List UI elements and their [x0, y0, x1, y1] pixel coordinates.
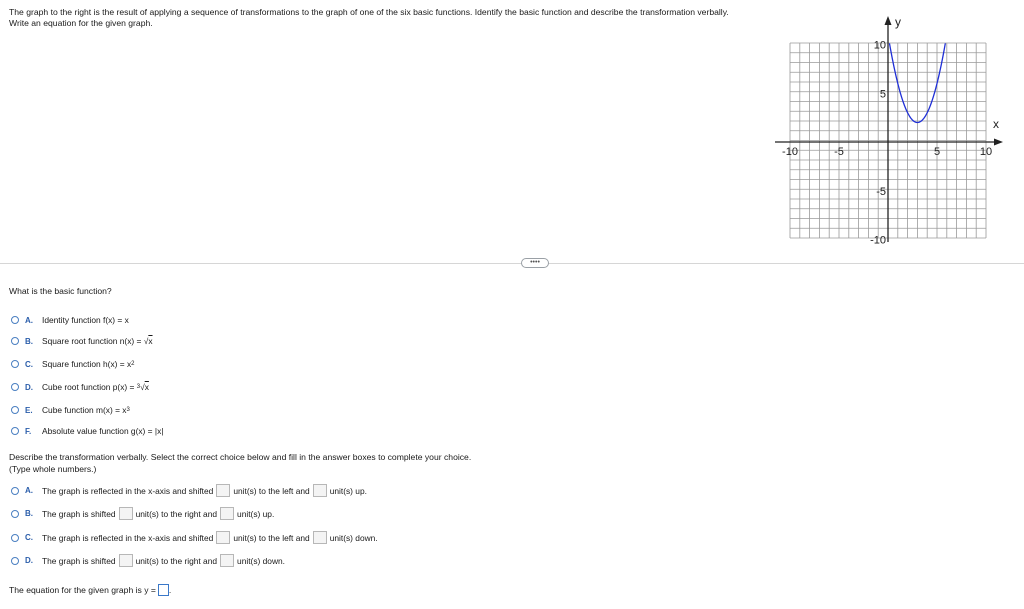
y-tick-label: 10	[873, 39, 886, 52]
radio-button[interactable]	[11, 383, 19, 391]
transform-option-a[interactable]: A. The graph is reflected in the x-axis and shifted unit(s) to the left and unit(s) up.	[11, 484, 367, 497]
x-tick-label: 5	[933, 146, 941, 158]
radio-button[interactable]	[11, 337, 19, 345]
function-graph	[775, 14, 1005, 248]
radio-button[interactable]	[11, 406, 19, 414]
radio-button[interactable]	[11, 427, 19, 435]
graph-svg	[775, 14, 1005, 246]
x-axis-label: x	[993, 117, 999, 131]
radio-button[interactable]	[11, 557, 19, 565]
answer-box-right-units[interactable]	[119, 507, 133, 520]
answer-box-down-units[interactable]	[313, 531, 327, 544]
y-tick-label: -10	[870, 234, 886, 246]
option-b-square-root[interactable]: B. Square root function n(x) = √ x	[11, 336, 153, 346]
answer-box-down-units[interactable]	[220, 554, 234, 567]
option-a-identity[interactable]: A. Identity function f(x) = x	[11, 315, 129, 325]
answer-box-left-units[interactable]	[216, 484, 230, 497]
radio-button[interactable]	[11, 316, 19, 324]
y-tick-label: 5	[879, 88, 886, 101]
graph-tick-labels	[782, 40, 992, 247]
option-d-cube-root[interactable]: D. Cube root function p(x) = 3 √ x	[11, 382, 149, 392]
option-f-absolute-value[interactable]: F. Absolute value function g(x) = |x|	[11, 426, 163, 436]
radical-sign: √	[143, 336, 149, 346]
transform-option-d[interactable]: D. The graph is shifted unit(s) to the right and unit(s) down.	[11, 554, 285, 567]
question-basic-function: What is the basic function?	[9, 286, 112, 296]
radio-button[interactable]	[11, 487, 19, 495]
radio-button[interactable]	[11, 360, 19, 368]
answer-box-left-units[interactable]	[216, 531, 230, 544]
y-tick-label: -5	[876, 185, 886, 198]
radio-button[interactable]	[11, 510, 19, 518]
y-axis-arrow	[885, 16, 892, 25]
answer-box-up-units[interactable]	[220, 507, 234, 520]
answer-box-up-units[interactable]	[313, 484, 327, 497]
section-divider	[0, 263, 1024, 264]
expand-more-button[interactable]: ••••	[521, 258, 549, 268]
x-tick-label: -10	[782, 146, 798, 158]
problem-prompt: The graph to the right is the result of applying a sequence of transformations to the graph of one of the six basic functions. Identify the basic function and describe the transformation verbally. Write an equation for the given graph.	[9, 7, 729, 28]
question-transformation: Describe the transformation verbally. Select the correct choice below and fill in the answer boxes to complete your choice.	[9, 452, 472, 462]
x-axis-arrow	[994, 139, 1003, 146]
y-axis-label: y	[895, 15, 901, 29]
option-c-square[interactable]: C. Square function h(x) = x 2	[11, 359, 135, 369]
transform-option-c[interactable]: C. The graph is reflected in the x-axis and shifted unit(s) to the left and unit(s) down.	[11, 531, 378, 544]
radio-button[interactable]	[11, 534, 19, 542]
option-e-cube[interactable]: E. Cube function m(x) = x 3	[11, 405, 130, 415]
x-tick-label: 10	[979, 146, 993, 158]
transform-option-b[interactable]: B. The graph is shifted unit(s) to the right and unit(s) up.	[11, 507, 274, 520]
question-transformation-hint: (Type whole numbers.)	[9, 464, 97, 474]
x-tick-label: -5	[834, 146, 844, 158]
radical-sign: √	[140, 382, 145, 392]
answer-box-right-units[interactable]	[119, 554, 133, 567]
equation-prompt: The equation for the given graph is y = .	[9, 585, 172, 595]
equation-answer-box[interactable]	[158, 584, 169, 596]
